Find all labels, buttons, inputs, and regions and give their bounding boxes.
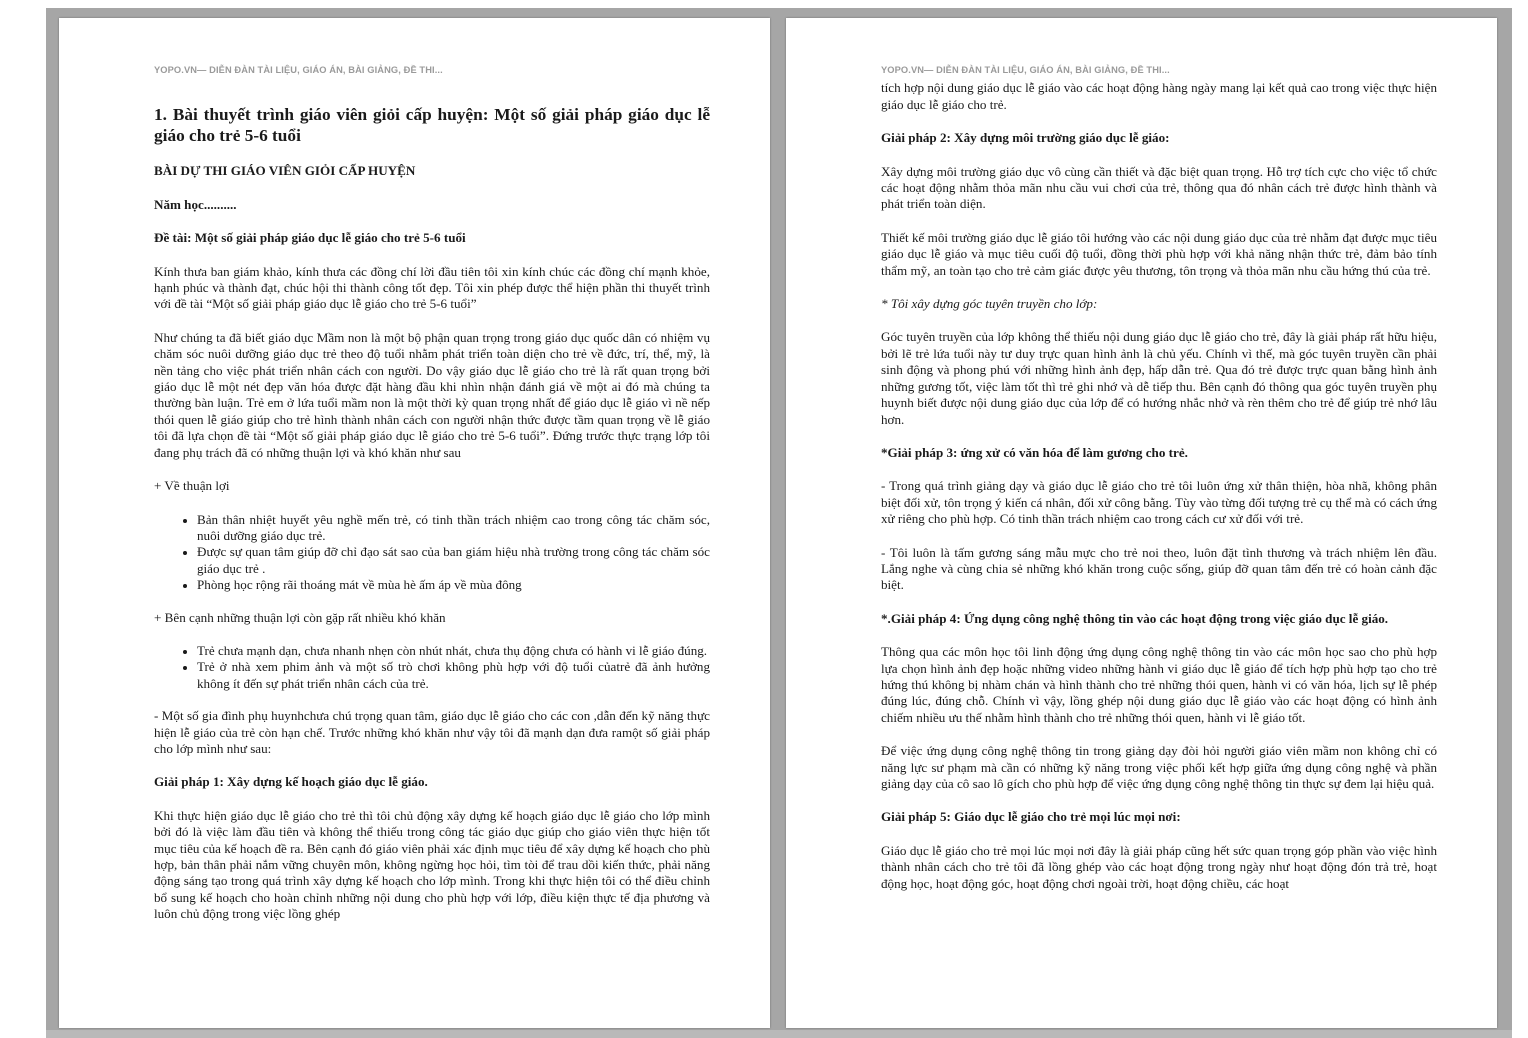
solution-1-heading: Giải pháp 1: Xây dựng kế hoạch giáo dục lễ giáo. [154,774,428,790]
solution-4-paragraph-1: Thông qua các môn học tôi linh động ứng dụng công nghệ thông tin vào các môn học sao cho phù hợp lựa chọn hình ảnh đẹp hoặc những video những hành vi giáo dục lễ giáo để tích hợp phù hợp tạo cho trẻ hứng thú không bị nhàm chán và hình thành cho trẻ những thói quen, hành vi có văn hóa, lịch sự lễ phép đúng lúc, đúng chỗ. Chính vì vậy, lồng ghép nội dung giáo dục lễ giáo vào các hoạt động có hình ảnh chiếm nhiều ưu thế nhằm hình thành cho trẻ những thói quen, hành vi lễ giáo tốt. [881,644,1437,725]
solution-3-paragraph-1: - Trong quá trình giảng dạy và giáo dục lễ giáo cho trẻ tôi luôn ứng xử thân thiện, hòa nhã, không phân biệt đối xử, tôn trọng ý kiến cá nhân, đối xử công bằng. Tùy vào từng đối tượng trẻ cụ thể mà có cách ứng xử riêng cho phù hợp. Có tinh thần trách nhiệm cao trong cách cư xử đối với trẻ. [881,478,1437,527]
solution-5-heading: Giải pháp 5: Giáo dục lễ giáo cho trẻ mọi lúc mọi nơi: [881,809,1181,825]
page-2-content [881,62,1437,909]
horizontal-scroll-area[interactable] [46,1030,1512,1038]
page-header: YOPO.VN— DIỄN ĐÀN TÀI LIỆU, GIÁO ÁN, BÀI GIẢNG, ĐỀ THI... [881,65,1170,75]
solution-4-paragraph-2: Để việc ứng dụng công nghệ thông tin trong giảng dạy đòi hỏi người giáo viên mầm non không chỉ có năng lực sư phạm mà cần có những kỹ năng trong việc phối kết hợp giữa ứng dụng công nghệ và phần giảng dạy của cô sao lô gích cho phù hợp để việc ứng dụng công nghệ thông tin thực sự đem lại hiệu quả. [881,743,1437,791]
exam-heading: BÀI DỰ THI GIÁO VIÊN GIỎI CẤP HUYỆN [154,163,416,179]
families-paragraph: - Một số gia đình phụ huynhchưa chú trọng quan tâm, giáo dục lễ giáo cho các con ,dẫn đến kỹ năng thực hiện lễ giáo của trẻ còn hạn chế. Trước những khó khăn như vậy tôi đã mạnh dạn đưa ramột số giải pháp cho lớp mình như sau: [154,708,710,756]
solution-2-heading: Giải pháp 2: Xây dựng môi trường giáo dục lễ giáo: [881,130,1170,146]
school-year: Năm học.......... [154,196,237,212]
solution-5-text: Giáo dục lễ giáo cho trẻ mọi lúc mọi nơi đây là giải pháp cũng hết sức quan trọng góp phần vào việc hình thành nhân cách cho trẻ tôi đã lồng ghép vào các hoạt động trong ngày như hoạt động đón trả trẻ, hoạt động học, hoạt động góc, hoạt động chơi ngoài trời, hoạt động chiều, các hoạt [881,842,1437,891]
difficulties-list [154,643,710,692]
advantages-label: + Về thuận lợi [154,478,230,494]
solution-2-paragraph-1: Xây dựng môi trường giáo dục vô cùng cần thiết và đặc biệt quan trọng. Hỗ trợ tích cực cho việc tổ chức các hoạt động nhằm thỏa mãn nhu cầu vui chơi của trẻ, thông qua đó nhân cách trẻ được hình thành và phát triển toàn diện. [881,163,1437,212]
document-page-2[interactable] [786,18,1497,1028]
document-title: 1. Bài thuyết trình giáo viên giỏi cấp huyện: Một số giải pháp giáo dục lễ giáo cho trẻ 5-6 tuổi [154,105,710,145]
advantages-list [154,512,710,594]
ruler-strip [784,0,1528,8]
corner-label: * Tôi xây dựng góc tuyên truyền cho lớp: [881,296,1098,312]
context-paragraph: Như chúng ta đã biết giáo dục Mầm non là một bộ phận quan trọng trong giáo dục quốc dân có nhiệm vụ chăm sóc nuôi dưỡng giáo dục trẻ theo độ tuổi nhằm phát triển toàn diện cho trẻ về đức, trí, thể, mỹ, là nền tảng cho việc phát triển nhân cách con người. Do vậy giáo dục lễ giáo cho trẻ là rất quan trọng bởi giáo dục lễ một nét đẹp văn hóa được đặt hàng đầu khi nhìn nhận đánh giá về một ai đó mà chúng ta thường bàn luận. Trẻ em ở lứa tuổi mầm non là một thời kỳ quan trọng nhất để giáo dục lễ giáo vì nề nếp thói quen lễ giáo giúp cho trẻ hình thành nhân cách con người nhận thức được tầm quan trọng về lễ giáo tôi đã lựa chọn đề tài “Một số giải pháp giáo dục lễ giáo cho trẻ 5-6 tuổi”. Đứng trước thực trạng lớp tôi đang phụ trách đã có những thuận lợi và khó khăn như sau [154,329,710,460]
solution-1-text: Khi thực hiện giáo dục lễ giáo cho trẻ thì tôi chủ động xây dựng kế hoạch giáo dục lễ giáo cho lớp mình bởi đó là việc làm đầu tiên và không thể thiếu trong công tác giáo dục giúp cho giáo viên thực hiện tốt mục tiêu của kế hoạch đề ra. Bên cạnh đó giáo viên phải xác định mục tiêu để xây dựng kế hoạch cho phù hợp, bản thân phải nắm vững chuyên môn, không ngừng học hỏi, tìm tòi để trau dồi kiến thức, phải năng động sáng tạo trong quá trình xây dựng kế hoạch cho lớp mình. Trong khi thực hiện tôi có thể điều chỉnh bổ sung kế hoạch cho hoàn chỉnh những nội dung cho phù hợp với lớp, điều kiện thực tế địa phương và luôn chủ động trong việc lồng ghép [154,807,710,922]
list-item: • Bản thân nhiệt huyết yêu nghề mến trẻ, có tinh thần trách nhiệm cao trong công tác chăm sóc, nuôi dưỡng giáo dục trẻ. [197,512,710,545]
page-header: YOPO.VN— DIỄN ĐÀN TÀI LIỆU, GIÁO ÁN, BÀI GIẢNG, ĐỀ THI... [154,65,443,75]
solution-2-paragraph-2: Thiết kế môi trường giáo dục lễ giáo tôi hướng vào các nội dung giáo dục của trẻ nhằm đạt được mục tiêu giáo dục lễ giáo và mục tiêu cuối độ tuổi, đồng thời phù hợp với khả năng nhận thức trẻ, đảm bảo tính thẩm mỹ, an toàn tạo cho trẻ cảm giác được yêu thương, tôn trọng và thỏa mãn nhu cầu hứng thú của trẻ. [881,229,1437,278]
difficulties-label: + Bên cạnh những thuận lợi còn gặp rất nhiều khó khăn [154,609,446,625]
list-item: • Trẻ ở nhà xem phim ảnh và một số trò chơi không phù hợp với độ tuổi củatrẻ đã ảnh hưởng không ít đến sự phát triển nhân cách của trẻ. [197,659,710,692]
document-page-1[interactable] [59,18,770,1028]
intro-paragraph: Kính thưa ban giám khảo, kính thưa các đồng chí lời đầu tiên tôi xin kính chúc các đồng chí mạnh khỏe, hạnh phúc và thành đạt, chúc hội thi thành công tốt đẹp. Tôi xin phép được thể hiện phần thi thuyết trình với đề tài “Một số giải pháp giáo dục lễ giáo cho trẻ 5-6 tuổi” [154,263,710,312]
page-gutter [770,8,786,1038]
list-item: • Được sự quan tâm giúp đỡ chỉ đạo sát sao của ban giám hiệu nhà trường trong công tác chăm sóc giáo dục trẻ . [197,544,710,577]
list-item: • Trẻ chưa mạnh dạn, chưa nhanh nhẹn còn nhút nhát, chưa thụ động chưa có hành vi lễ giáo đúng. [197,643,710,659]
corner-paragraph: Góc tuyên truyền của lớp không thể thiếu nội dung giáo dục lễ giáo cho trẻ, đây là giải pháp rất hữu hiệu, bởi lẽ trẻ lứa tuổi này tư duy trực quan hình ảnh là chủ yếu. Chính vì thế, mà góc tuyên truyền cần phải sinh động và phong phú với những hình ảnh đẹp, hấp dẫn trẻ. Qua đó trẻ được trực quan bằng hình ảnh những gương tốt, việc làm tốt thì trẻ ghi nhớ và dễ tiếp thu. Bên cạnh đó thông qua góc tuyên truyền phụ huynh biết được nội dung giáo dục của lớp để có hướng nhắc nhở và rèn thêm cho trẻ để giúp trẻ nhớ lâu hơn. [881,329,1437,427]
solution-3-heading: *Giải pháp 3: ứng xử có văn hóa để làm gương cho trẻ. [881,444,1188,460]
solution-3-paragraph-2: - Tôi luôn là tấm gương sáng mẫu mực cho trẻ noi theo, luôn đặt tình thương và trách nhiệm lên đầu. Lắng nghe và cùng chia sẻ những khó khăn trong cuộc sống, giúp đỡ quan tâm đến trẻ có hoàn cảnh đặc biệt. [881,544,1437,593]
page-1-content [154,62,710,940]
list-item: • Phòng học rộng rãi thoáng mát về mùa hè ấm áp về mùa đông [197,577,710,593]
solution-4-heading: *.Giải pháp 4: Ứng dụng công nghệ thông tin vào các hoạt động trong việc giáo dục lễ giáo. [881,610,1389,626]
topic-heading: Đề tài: Một số giải pháp giáo dục lễ giáo cho trẻ 5-6 tuổi [154,230,466,246]
continuation-paragraph: tích hợp nội dung giáo dục lễ giáo vào các hoạt động hàng ngày mang lại kết quả cao trong việc thực hiện giáo dục lễ giáo cho trẻ. [881,80,1437,112]
